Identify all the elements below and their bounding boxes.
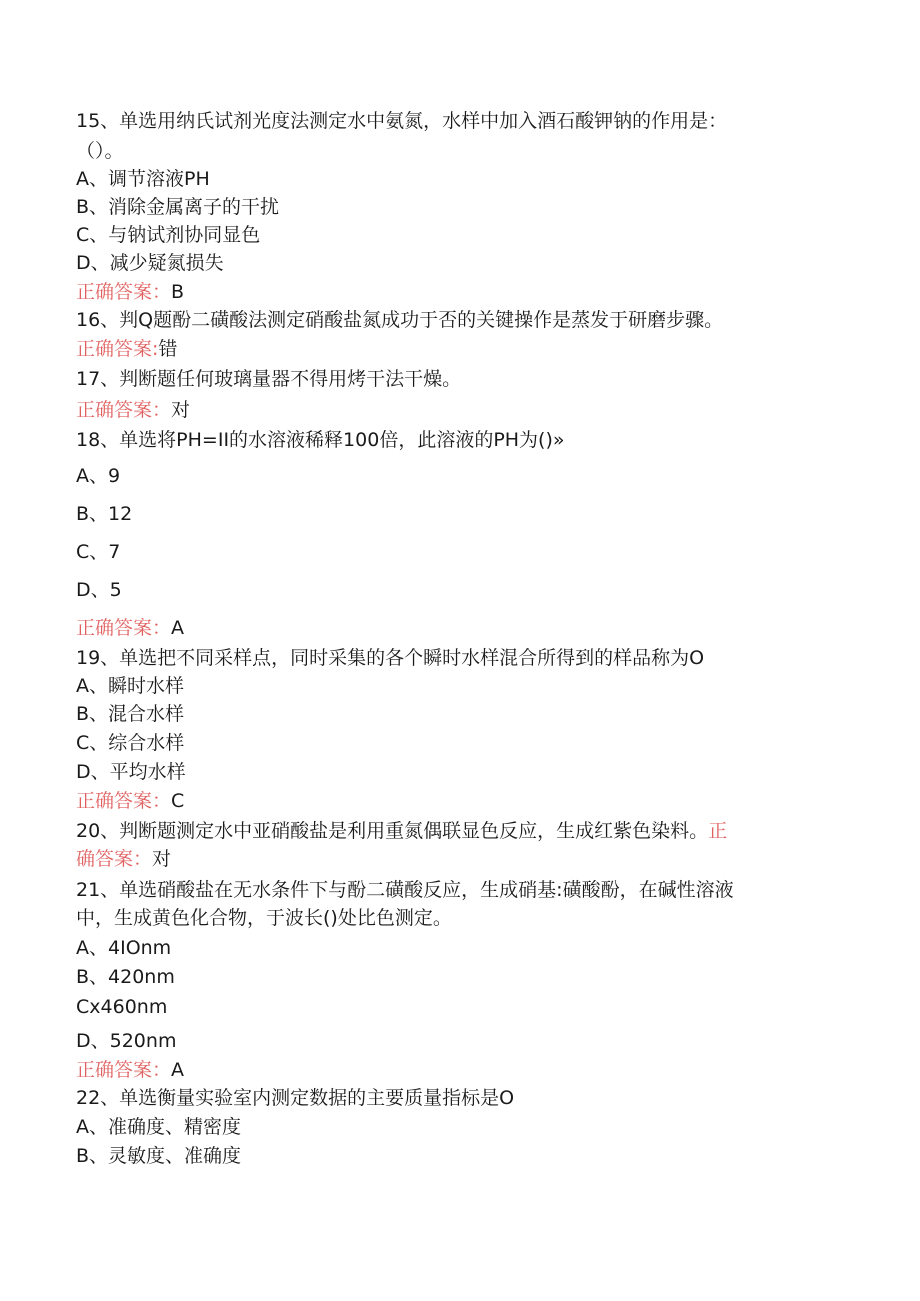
question-15-option-b: B、消除金属离子的干扰	[76, 196, 280, 218]
answer-value: A	[171, 617, 185, 639]
answer-label-part2: 确答案：	[76, 848, 153, 870]
answer-label: 正确答案：	[76, 399, 172, 421]
question-21-stem-line1: 21、单选硝酸盐在无水条件下与酚二磺酸反应，生成硝基:磺酸酚，在碱性溶液	[76, 879, 734, 901]
question-19-option-c: C、综合水样	[76, 732, 185, 754]
answer-label: 正确答案：	[76, 281, 172, 303]
question-22-option-b: B、灵敏度、准确度	[76, 1145, 242, 1167]
answer-label: 正确答案：	[76, 790, 172, 812]
question-15-answer	[76, 279, 184, 305]
question-20-stem-text: 20、判断题测定水中亚硝酸盐是利用重氮偶联显色反应，生成红紫色染料。	[76, 820, 709, 842]
question-20-answer	[76, 846, 171, 872]
question-18-option-b: B、12	[76, 503, 133, 525]
answer-label: 正确答案:	[76, 338, 159, 360]
question-18-stem: 18、单选将PH=II的水溶液稀释100倍，此溶液的PH为()»	[76, 429, 565, 451]
question-22-stem: 22、单选衡量实验室内测定数据的主要质量指标是O	[76, 1087, 515, 1109]
answer-value: 对	[171, 399, 191, 421]
question-17-answer	[76, 397, 190, 423]
answer-value: 对	[152, 848, 172, 870]
answer-label: 正确答案：	[76, 617, 172, 639]
answer-value: C	[171, 790, 185, 812]
question-21-option-d: D、520nm	[76, 1030, 177, 1052]
question-19-option-b: B、混合水样	[76, 703, 185, 725]
question-18-option-d: D、5	[76, 579, 122, 601]
question-15-stem-line2: （）。	[76, 140, 124, 162]
question-18-answer	[76, 615, 184, 641]
question-18-option-c: C、7	[76, 541, 121, 563]
question-22-option-a: A、准确度、精密度	[76, 1116, 241, 1138]
question-18-option-a: A、9	[76, 465, 121, 487]
question-19-stem: 19、单选把不同采样点，同时采集的各个瞬时水样混合所得到的样品称为O	[76, 647, 705, 669]
question-19-answer	[76, 788, 184, 814]
question-19-option-d: D、平均水样	[76, 761, 186, 783]
answer-value: A	[171, 1059, 185, 1081]
question-21-option-c: Cx460nm	[76, 996, 168, 1018]
question-16-answer	[76, 336, 177, 362]
question-17-stem: 17、判断题任何玻璃量器不得用烤干法干燥。	[76, 368, 462, 390]
question-21-option-a: A、4IOnm	[76, 937, 172, 959]
question-21-answer	[76, 1057, 184, 1083]
question-15-option-d: D、减少疑氮损失	[76, 252, 224, 274]
answer-value: B	[171, 281, 185, 303]
question-21-option-b: B、420nm	[76, 966, 175, 988]
question-16-stem: 16、判Q题酚二磺酸法测定硝酸盐氮成功于否的关键操作是蒸发于研磨步骤。	[76, 309, 724, 331]
question-15-stem-line1: 15、单选用纳氏试剂光度法测定水中氨氮，水样中加入酒石酸钾钠的作用是：	[76, 110, 728, 132]
question-15-option-c: C、与钠试剂协同显色	[76, 224, 261, 246]
question-20-stem	[76, 818, 727, 844]
question-15-option-a: A、调节溶液PH	[76, 168, 210, 190]
answer-label-part1: 正	[708, 820, 728, 842]
question-21-stem-line2: 中，生成黄色化合物，于波长()处比色测定。	[76, 907, 452, 929]
answer-label: 正确答案：	[76, 1059, 172, 1081]
answer-value: 错	[158, 338, 178, 360]
question-19-option-a: A、瞬时水样	[76, 675, 184, 697]
